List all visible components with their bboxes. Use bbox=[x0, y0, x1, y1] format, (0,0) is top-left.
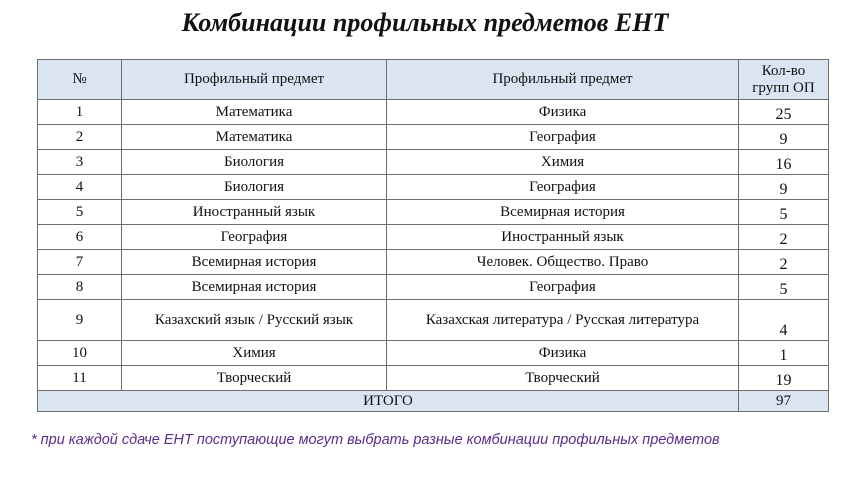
row-group-count: 16 bbox=[739, 150, 829, 175]
row-group-count: 5 bbox=[739, 275, 829, 300]
row-subject-1: Математика bbox=[122, 125, 387, 150]
row-subject-1: Казахский язык / Русский язык bbox=[122, 300, 387, 341]
row-subject-1: Всемирная история bbox=[122, 275, 387, 300]
row-group-count: 19 bbox=[739, 366, 829, 391]
row-group-count: 2 bbox=[739, 250, 829, 275]
row-num: 8 bbox=[38, 275, 122, 300]
subject-combinations-table bbox=[37, 59, 829, 412]
table-header-row bbox=[38, 60, 829, 100]
row-subject-1: Всемирная история bbox=[122, 250, 387, 275]
row-num: 5 bbox=[38, 200, 122, 225]
table-row bbox=[38, 175, 829, 200]
row-num: 4 bbox=[38, 175, 122, 200]
row-subject-1: Биология bbox=[122, 150, 387, 175]
table-row bbox=[38, 341, 829, 366]
row-subject-2: География bbox=[387, 125, 739, 150]
row-subject-1: Математика bbox=[122, 100, 387, 125]
header-group-count: Кол-во групп ОП bbox=[739, 60, 829, 100]
row-subject-1: География bbox=[122, 225, 387, 250]
row-subject-2: Физика bbox=[387, 341, 739, 366]
row-num: 11 bbox=[38, 366, 122, 391]
table-row bbox=[38, 275, 829, 300]
row-subject-2: Химия bbox=[387, 150, 739, 175]
total-row bbox=[38, 391, 829, 412]
row-group-count: 25 bbox=[739, 100, 829, 125]
row-num: 6 bbox=[38, 225, 122, 250]
row-subject-2: География bbox=[387, 175, 739, 200]
row-group-count: 5 bbox=[739, 200, 829, 225]
row-num: 9 bbox=[38, 300, 122, 341]
row-subject-2: Творческий bbox=[387, 366, 739, 391]
table-row bbox=[38, 250, 829, 275]
table-row bbox=[38, 200, 829, 225]
row-group-count: 1 bbox=[739, 341, 829, 366]
row-subject-1: Творческий bbox=[122, 366, 387, 391]
row-num: 7 bbox=[38, 250, 122, 275]
row-subject-2: Физика bbox=[387, 100, 739, 125]
row-num: 2 bbox=[38, 125, 122, 150]
row-subject-2: Иностранный язык bbox=[387, 225, 739, 250]
row-group-count: 9 bbox=[739, 175, 829, 200]
row-num: 1 bbox=[38, 100, 122, 125]
total-value: 97 bbox=[739, 391, 829, 412]
footnote: * при каждой сдаче ЕНТ поступающие могут выбрать разные комбинации профильных предметов bbox=[31, 432, 720, 448]
row-num: 10 bbox=[38, 341, 122, 366]
table-row bbox=[38, 366, 829, 391]
row-subject-1: Химия bbox=[122, 341, 387, 366]
row-subject-2: География bbox=[387, 275, 739, 300]
table-row bbox=[38, 125, 829, 150]
row-group-count: 9 bbox=[739, 125, 829, 150]
table-row bbox=[38, 225, 829, 250]
header-subject-1: Профильный предмет bbox=[122, 60, 387, 100]
row-subject-1: Иностранный язык bbox=[122, 200, 387, 225]
header-num: № bbox=[38, 60, 122, 100]
total-label: ИТОГО bbox=[38, 391, 739, 412]
row-subject-2: Казахская литература / Русская литература bbox=[387, 300, 739, 341]
row-subject-1: Биология bbox=[122, 175, 387, 200]
row-subject-2: Человек. Общество. Право bbox=[387, 250, 739, 275]
row-num: 3 bbox=[38, 150, 122, 175]
row-group-count: 2 bbox=[739, 225, 829, 250]
page-title: Комбинации профильных предметов ЕНТ bbox=[181, 8, 669, 37]
row-group-count: 4 bbox=[739, 300, 829, 341]
table-row bbox=[38, 300, 829, 341]
header-subject-2: Профильный предмет bbox=[387, 60, 739, 100]
table-row bbox=[38, 100, 829, 125]
table-row bbox=[38, 150, 829, 175]
row-subject-2: Всемирная история bbox=[387, 200, 739, 225]
